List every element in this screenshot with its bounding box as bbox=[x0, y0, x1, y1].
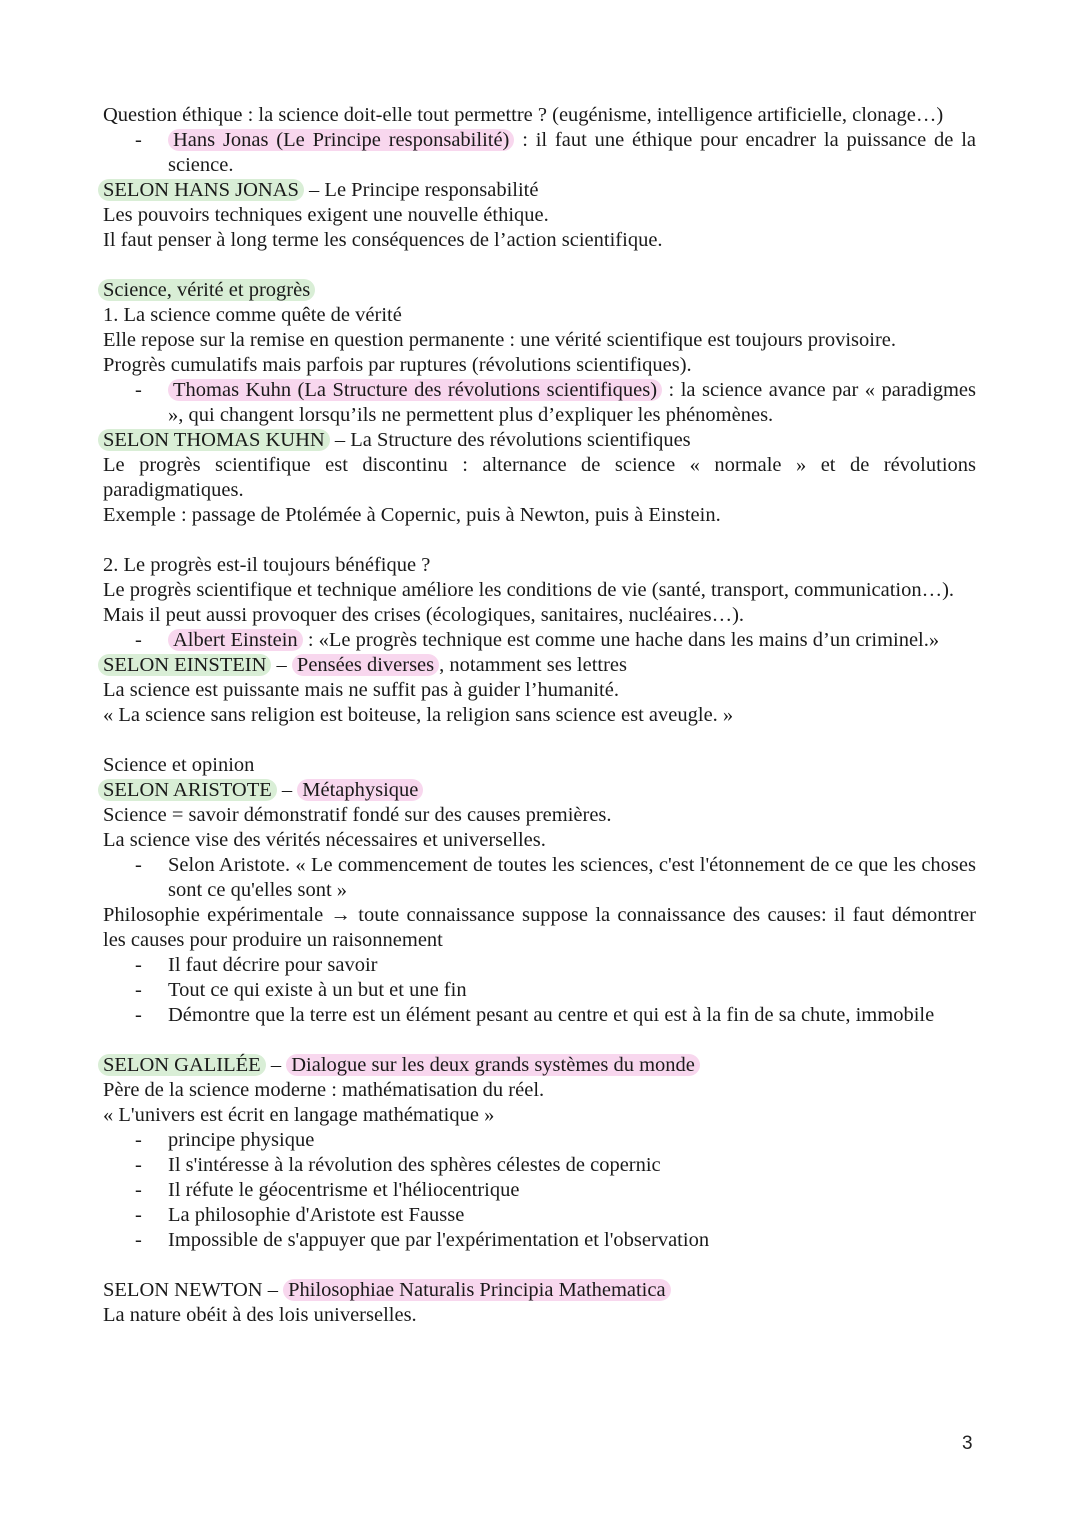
list-item: - Tout ce qui existe à un but et une fin bbox=[135, 979, 467, 1001]
ethics-question: Question éthique : la science doit-elle tout permettre ? (eugénisme, intelligence artificielle, clonage…) bbox=[103, 104, 944, 126]
heading-selon-thomas-kuhn: SELON THOMAS KUHN – La Structure des révolutions scientifiques bbox=[103, 428, 976, 453]
bullet-dash: - bbox=[135, 1229, 142, 1251]
subtitle: 1. La science comme quête de vérité bbox=[103, 304, 402, 326]
text-line: Science = savoir démonstratif fondé sur des causes premières. bbox=[103, 804, 612, 826]
section-title: Science et opinion bbox=[103, 754, 255, 776]
highlight-thomas-kuhn: Thomas Kuhn (La Structure des révolutions scientifiques) bbox=[168, 379, 662, 401]
heading-selon-einstein: SELON EINSTEIN – Pensées diverses , notamment ses lettres bbox=[103, 653, 976, 678]
text-line: « La science sans religion est boiteuse, la religion sans science est aveugle. » bbox=[103, 704, 734, 726]
text-line: Mais il peut aussi provoquer des crises (écologiques, sanitaires, nucléaires…). bbox=[103, 604, 745, 626]
list-item: - Démontre que la terre est un élément pesant au centre et qui est à la fin de sa chute, immobile bbox=[135, 1004, 935, 1026]
text-paragraph: Le progrès scientifique et technique améliore les conditions de vie (santé, transport, communication…). bbox=[103, 579, 955, 601]
list-item: - Impossible de s'appuyer que par l'expérimentation et l'observation bbox=[135, 1229, 710, 1251]
list-item: - principe physique bbox=[135, 1129, 315, 1151]
section-title bbox=[103, 278, 976, 303]
highlight-selon-aristote: SELON ARISTOTE bbox=[98, 779, 277, 801]
bullet-dash: - bbox=[135, 1154, 142, 1176]
text-line: Exemple : passage de Ptolémée à Copernic, puis à Newton, puis à Einstein. bbox=[103, 504, 721, 526]
list-item: - Il s'intéresse à la révolution des sphères célestes de copernic bbox=[135, 1154, 661, 1176]
highlight-dialogue: Dialogue sur les deux grands systèmes du monde bbox=[286, 1054, 700, 1076]
list-item: - Il réfute le géocentrisme et l'héliocentrique bbox=[135, 1179, 520, 1201]
document-page bbox=[103, 103, 976, 1328]
list-item: - La philosophie d'Aristote est Fausse bbox=[135, 1204, 465, 1226]
text-line: Les pouvoirs techniques exigent une nouvelle éthique. bbox=[103, 204, 549, 226]
bullet-thomas-kuhn: - Thomas Kuhn (La Structure des révolutions scientifiques) : la science avance par « paradigmes », qui changent lorsqu’ils ne permettent plus d’expliquer les phénomènes. bbox=[135, 379, 976, 426]
list-item: - Il faut décrire pour savoir bbox=[135, 954, 378, 976]
bullet-dash: - bbox=[135, 1204, 142, 1226]
bullet-dash: - bbox=[135, 129, 142, 151]
text-paragraph: Le progrès scientifique est discontinu : alternance de science « normale » et de révolutions paradigmatiques. bbox=[103, 454, 976, 501]
heading-selon-galilee: SELON GALILÉE – Dialogue sur les deux grands systèmes du monde bbox=[103, 1053, 976, 1078]
highlight-pensees-diverses: Pensées diverses bbox=[292, 654, 439, 676]
highlight-hans-jonas: Hans Jonas (Le Principe responsabilité) bbox=[168, 129, 514, 151]
bullet-aristote-quote: - Selon Aristote. « Le commencement de toutes les sciences, c'est l'étonnement de ce que les choses sont ce qu'elles sont » bbox=[135, 854, 976, 901]
text-line: La nature obéit à des lois universelles. bbox=[103, 1304, 417, 1326]
heading-selon-newton: SELON NEWTON – Philosophiae Naturalis Principia Mathematica bbox=[103, 1278, 976, 1303]
page-number: 3 bbox=[962, 1433, 973, 1454]
heading-selon-aristote: SELON ARISTOTE – Métaphysique bbox=[103, 778, 976, 803]
text-line: La science est puissante mais ne suffit pas à guider l’humanité. bbox=[103, 679, 619, 701]
highlight-selon-galilee: SELON GALILÉE bbox=[98, 1054, 266, 1076]
highlight-selon-thomas-kuhn: SELON THOMAS KUHN bbox=[98, 429, 330, 451]
highlight-metaphysique: Métaphysique bbox=[297, 779, 423, 801]
bullet-dash: - bbox=[135, 979, 142, 1001]
bullet-dash: - bbox=[135, 1179, 142, 1201]
text-line: La science vise des vérités nécessaires et universelles. bbox=[103, 829, 546, 851]
bullet-dash: - bbox=[135, 629, 142, 651]
highlight-selon-hans-jonas: SELON HANS JONAS bbox=[98, 179, 304, 201]
bullet-dash: - bbox=[135, 1004, 142, 1026]
highlight-albert-einstein: Albert Einstein bbox=[168, 629, 303, 651]
text-line: Il faut penser à long terme les conséquences de l’action scientifique. bbox=[103, 229, 663, 251]
text-line: Père de la science moderne : mathématisation du réel. bbox=[103, 1079, 545, 1101]
bullet-dash: - bbox=[135, 379, 142, 401]
highlight-section-title: Science, vérité et progrès bbox=[98, 279, 315, 301]
bullet-dash: - bbox=[135, 954, 142, 976]
highlight-selon-einstein: SELON EINSTEIN bbox=[98, 654, 271, 676]
bullet-hans-jonas: - Hans Jonas (Le Principe responsabilité) : il faut une éthique pour encadrer la puissance de la science. bbox=[135, 129, 976, 176]
highlight-principia: Philosophiae Naturalis Principia Mathematica bbox=[283, 1279, 670, 1301]
heading-selon-hans-jonas: SELON HANS JONAS – Le Principe responsabilité bbox=[103, 178, 976, 203]
bullet-dash: - bbox=[135, 1129, 142, 1151]
text-paragraph: Philosophie expérimentale → toute connaissance suppose la connaissance des causes: il faut démontrer les causes pour produire un raisonnement bbox=[103, 904, 976, 951]
bullet-dash: - bbox=[135, 854, 142, 876]
text-line: « L'univers est écrit en langage mathématique » bbox=[103, 1104, 495, 1126]
text-line: Progrès cumulatifs mais parfois par ruptures (révolutions scientifiques). bbox=[103, 354, 692, 376]
bullet-einstein: - Albert Einstein : «Le progrès technique est comme une hache dans les mains d’un criminel.» bbox=[135, 629, 940, 651]
subtitle: 2. Le progrès est-il toujours bénéfique ? bbox=[103, 554, 431, 576]
text-line: Elle repose sur la remise en question permanente : une vérité scientifique est toujours provisoire. bbox=[103, 329, 896, 351]
